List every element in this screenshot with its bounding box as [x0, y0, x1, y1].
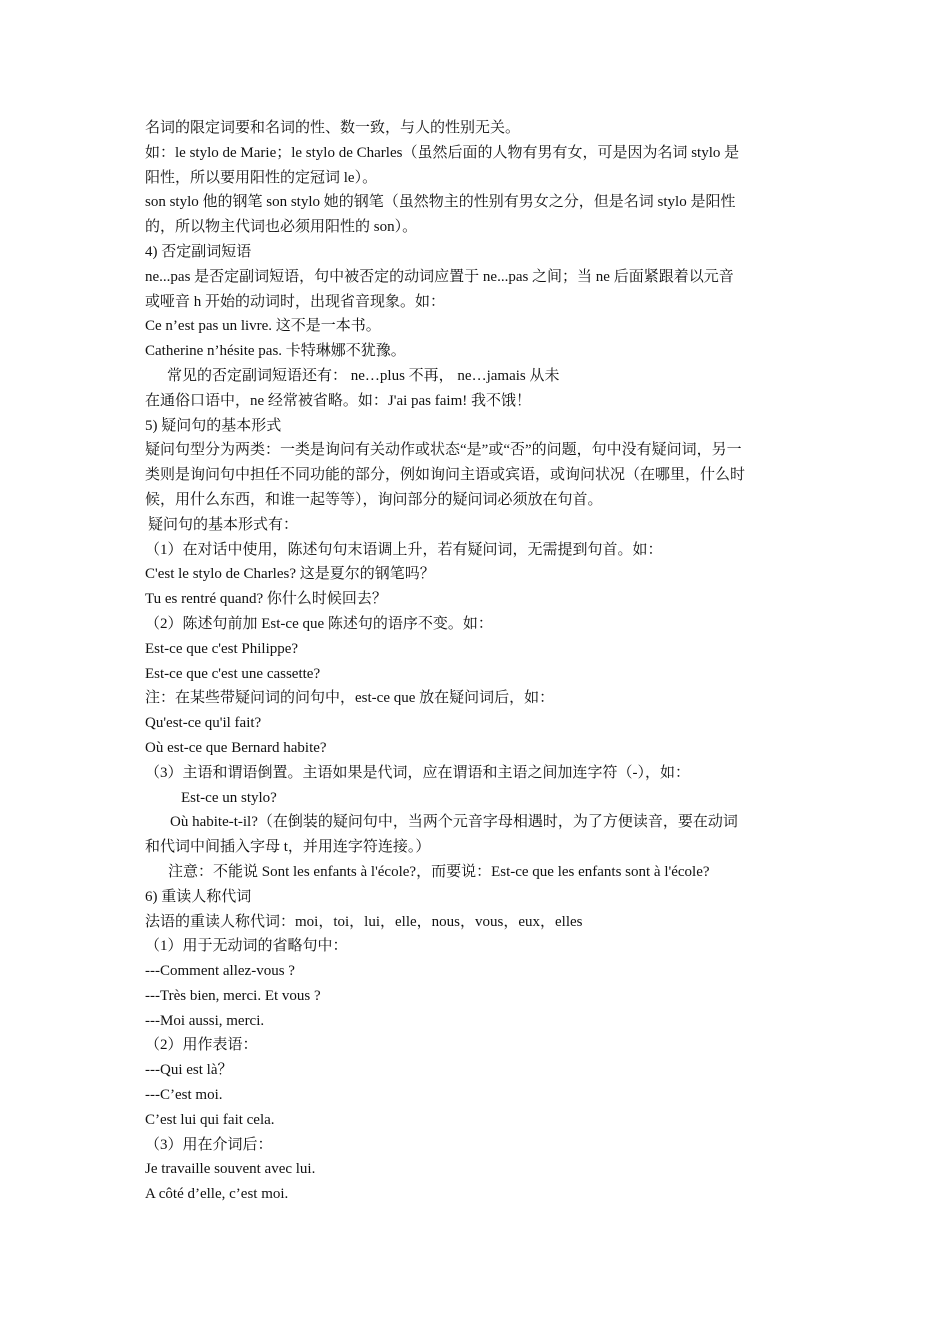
- text-line: （1）在对话中使用，陈述句句末语调上升，若有疑问词，无需提到句首。如：: [145, 541, 663, 558]
- example-line: Tu es rentré quand? 你什么时候回去？: [145, 591, 387, 608]
- example-line: Qu'est-ce qu'il fait?: [145, 715, 262, 732]
- text-line: 名词的限定词要和名词的性、数一致，与人的性别无关。: [145, 120, 521, 136]
- example-line: Je travaille souvent avec lui.: [145, 1161, 316, 1178]
- document-body: [145, 116, 809, 1207]
- example-line: ---C’est moi.: [145, 1087, 223, 1104]
- example-line: Est-ce un stylo?: [181, 789, 277, 806]
- example-line: Ce n’est pas un livre. 这不是一本书。: [145, 318, 381, 335]
- example-line: ---Moi aussi, merci.: [145, 1012, 265, 1029]
- text-line: 疑问句的基本形式有：: [148, 516, 299, 533]
- text-line: son stylo 他的钢笔 son stylo 她的钢笔（虽然物主的性别有男女之分，但是名词 stylo 是阳性: [145, 194, 736, 211]
- example-line: C’est lui qui fait cela.: [145, 1111, 275, 1128]
- text-line: 候，用什么东西，和谁一起等等），询问部分的疑问词必须放在句首。: [145, 491, 603, 508]
- example-line: Est-ce que c'est une cassette?: [145, 665, 321, 682]
- note-line: 注：在某些带疑问词的问句中，est-ce que 放在疑问词后，如：: [145, 690, 555, 707]
- text-line: （2）陈述句前加 Est-ce que 陈述句的语序不变。如：: [145, 615, 493, 632]
- example-line: ---Comment allez-vous ?: [145, 963, 295, 980]
- example-line: Où est-ce que Bernard habite?: [145, 739, 327, 756]
- section-heading: 5) 疑问句的基本形式: [145, 417, 282, 434]
- text-line: ne...pas 是否定副词短语，句中被否定的动词应置于 ne...pas 之间；当 ne 后面紧跟着以元音: [145, 268, 734, 285]
- text-line: （1）用于无动词的省略句中：: [145, 938, 348, 955]
- example-line: ---Qui est là？: [145, 1062, 233, 1079]
- example-line: Catherine n’hésite pas. 卡特琳娜不犹豫。: [145, 343, 406, 360]
- text-line: 在通俗口语中，ne 经常被省略。如：J'ai pas faim! 我不饿！: [145, 392, 532, 409]
- text-line: 类则是询问句中担任不同功能的部分，例如询问主语或宾语，或询问状况（在哪里，什么时: [145, 467, 746, 484]
- text-line: 的，所以物主代词也必须用阳性的 son）。: [145, 219, 418, 236]
- text-line: 和代词中间插入字母 t，并用连字符连接。）: [145, 839, 431, 856]
- text-line: 疑问句型分为两类：一类是询问有关动作或状态“是”或“否”的问题，句中没有疑问词，另一: [145, 442, 742, 459]
- section-heading: 4) 否定副词短语: [145, 243, 252, 260]
- text-line: 如：le stylo de Marie；le stylo de Charles（虽然后面的人物有男有女，可是因为名词 stylo 是: [145, 144, 740, 161]
- text-line: （3）用在介词后：: [145, 1136, 273, 1153]
- text-line: 阳性，所以要用阳性的定冠词 le）。: [145, 169, 378, 186]
- section-heading: 6) 重读人称代词: [145, 888, 252, 905]
- example-line: A côté d’elle, c’est moi.: [145, 1186, 289, 1203]
- example-line: C'est le stylo de Charles? 这是夏尔的钢笔吗？: [145, 566, 435, 583]
- note-line: 注意：不能说 Sont les enfants à l'école?，而要说：Est-ce que les enfants sont à l'école?: [168, 863, 710, 880]
- example-line: Où habite-t-il?（在倒装的疑问句中，当两个元音字母相遇时，为了方便读音，要在动词: [170, 814, 738, 831]
- text-line: 常见的否定副词短语还有： ne…plus 不再， ne…jamais 从未: [167, 367, 560, 384]
- example-line: Est-ce que c'est Philippe?: [145, 640, 299, 657]
- text-line: 法语的重读人称代词：moi，toi，lui，elle，nous，vous，eux，elles: [145, 913, 583, 930]
- example-line: ---Très bien, merci. Et vous ?: [145, 987, 321, 1004]
- text-line: 或哑音 h 开始的动词时，出现省音现象。如：: [145, 293, 446, 310]
- text-line: （3）主语和谓语倒置。主语如果是代词，应在谓语和主语之间加连字符（-），如：: [145, 764, 690, 781]
- text-line: （2）用作表语：: [145, 1037, 258, 1054]
